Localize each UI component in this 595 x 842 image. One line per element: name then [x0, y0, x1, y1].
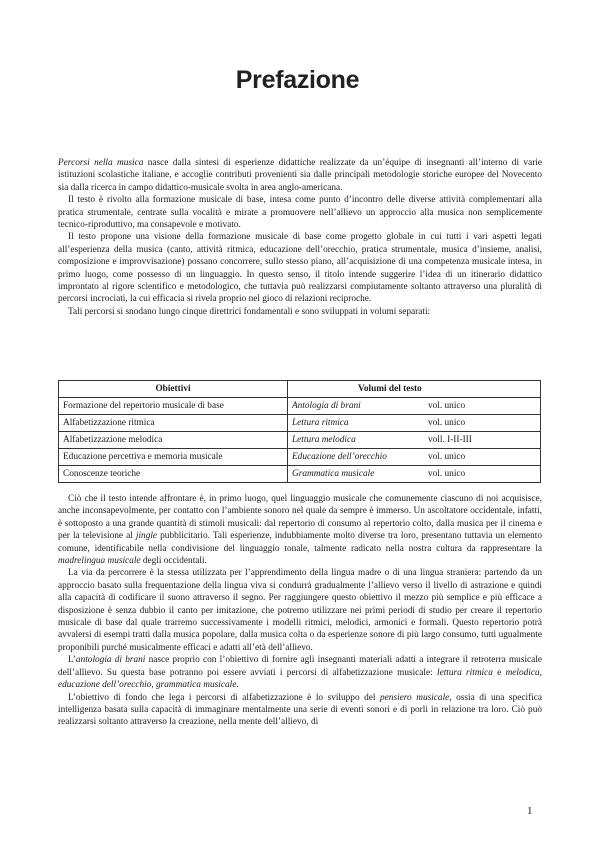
page-title: Prefazione: [235, 66, 360, 94]
volume-cell: Antologia di brani: [288, 398, 425, 415]
volume-note-cell: voll. I-II-III: [424, 432, 541, 449]
paragraph: [58, 157, 542, 194]
paragraph-text: nasce proprio con l’obiettivo di fornire agli insegnanti materiali adatti a integrare il retroterra musicale dell’allievo. Su questa base potranno poi essere avviati i percorsi di alfabetizzazione musicale:: [58, 655, 542, 678]
emphasis: madrelingua musicale: [58, 556, 141, 567]
paragraph: [58, 692, 542, 729]
table-row: [59, 466, 541, 483]
paragraph-text: , ossia di una specifica intelligenza basata sulla capacità di immaginare mentalmente una serie di eventi sonori e di porli in relazione tra loro. Ciò può realizzarsi soltanto attraverso la creazione, nella mente dell’allievo, di: [58, 692, 542, 728]
page-number: 1: [527, 805, 533, 817]
table-row: [59, 398, 541, 415]
table-row: [59, 432, 541, 449]
volume-cell: Educazione dell’orecchio: [288, 449, 425, 466]
table-header-row: [59, 381, 541, 398]
preface-body: [58, 493, 542, 729]
preface-intro: [58, 157, 542, 318]
objectives-table: [58, 380, 541, 483]
paragraph-text: .: [236, 680, 239, 691]
emphasis: melodica, educazione dell’orecchio, grammatica musicale: [58, 667, 542, 691]
emphasis: pensiero musicale: [380, 692, 450, 703]
table-row: [59, 449, 541, 466]
volume-note-cell: vol. unico: [424, 449, 541, 466]
objective-cell: Formazione del repertorio musicale di base: [59, 398, 288, 415]
paragraph: Tali percorsi si snodano lungo cinque direttrici fondamentali e sono sviluppati in volumi separati:: [68, 306, 431, 317]
paragraph-text: e: [492, 667, 506, 678]
paragraph: [58, 493, 542, 567]
paragraph-text: L’: [68, 655, 76, 666]
paragraph-text: pubblicitario. Tali esperienze, indubbiamente molto diverse tra loro, presentano tuttavia un elemento comune, identificabile nella condivisione del linguaggio tonale, talmente radicato nella nostra cultura da rappresentare la: [58, 531, 542, 554]
paragraph-text: Ciò che il testo intende affrontare è, in primo luogo, quel linguaggio musicale che comunemente ciascuno di noi acquisisce, anche inconsapevolmente, per contatto con l’ambiente sonoro nel quale da sempre è immerso. Un ascoltatore occidentale, infatti, è sottoposto a una grande quantità di stimoli musicali: dal repertorio di consumo al repertorio colto, dalla musica per il cinema e per la televisione al: [58, 494, 542, 542]
objective-cell: Conoscenze teoriche: [59, 466, 288, 483]
paragraph-text: degli occidentali.: [140, 556, 207, 567]
volume-cell: Lettura ritmica: [288, 415, 425, 432]
emphasis: lettura ritmica: [436, 667, 493, 678]
paragraph: Il testo propone una visione della formazione musicale di base come progetto globale in cui tutti i vari aspetti legati all’esperienza della musica (canto, attività ritmica, educazione dell’orecchio, pratica strumentale, musica d’insieme, analisi, composizione e improvvisazione) possano concorrere, sullo stesso piano, all’acquisizione di una competenza musicale intesa, in primo luogo, come possesso di un linguaggio. In questo senso, il titolo intende suggerire l’idea di un itinerario didattico improntato al rigore scientifico e metodologico, che tuttavia può realizzarsi compiutamente soltanto attraverso una pluralità di percorsi incrociati, la cui efficacia si rivela proprio nel gioco di relazioni reciproche.: [58, 232, 542, 305]
volume-cell: Grammatica musicale: [288, 466, 425, 483]
paragraph: La via da percorrere è la stessa utilizzata per l’apprendimento della lingua madre o di una lingua straniera: partendo da un approccio basato sulla frequentazione della lingua viva si condurrà gradualmente l’allievo verso il livello di astrazione e quindi alla capacità di codificare il suono attraverso il segno. Per raggiungere questo obiettivo il mezzo più semplice e più efficace a disposizione è senza dubbio il canto per imitazione, che potremo utilizzare nei primi periodi di studio per creare il repertorio musicale di base dal quale trarremo successivamente i modelli ritmici, melodici, armonici e formali. Questo repertorio potrà avvalersi di esempi tratti dalla musica popolare, dalla musica colta o da esperienze sonore di più largo consumo, tutti ugualmente proponibili purché musicalmente efficaci e adatti all’età dell’allievo.: [58, 568, 542, 653]
emphasis: jingle: [135, 531, 158, 542]
table-row: [59, 415, 541, 432]
paragraph: [58, 654, 542, 691]
book-title: Percorsi nella musica: [58, 158, 144, 168]
emphasis: antologia di brani: [75, 655, 146, 666]
volume-note-cell: vol. unico: [424, 415, 541, 432]
column-header-objectives: Obiettivi: [59, 381, 288, 398]
volume-cell: Lettura melodica: [288, 432, 425, 449]
column-header-volumes: Volumi del testo: [288, 381, 541, 398]
volume-note-cell: vol. unico: [424, 398, 541, 415]
paragraph-text: nasce dalla sintesi di esperienze didattiche realizzate da un’équipe di insegnanti all’interno di varie istituzioni scolastiche italiane, e accoglie contributi provenienti sia dalle principali metodologie storiche europee del Novecento sia dalla ricerca in campo didattico-musicale svolta in area anglo-americana.: [58, 158, 543, 193]
paragraph-text: L’obiettivo di fondo che lega i percorsi di alfabetizzazione è lo sviluppo del: [68, 692, 381, 703]
objective-cell: Alfabetizzazione melodica: [59, 432, 288, 449]
objective-cell: Educazione percettiva e memoria musicale: [59, 449, 288, 466]
paragraph: Il testo è rivolto alla formazione musicale di base, intesa come punto d’incontro delle diverse attività complementari alla pratica strumentale, centrate sulla vocalità e mirate a promuovere nell’allievo un approccio alla musica non semplicemente tecnico-riproduttivo, ma consapevole e motivato.: [58, 195, 542, 231]
volume-note-cell: vol. unico: [424, 466, 541, 483]
objective-cell: Alfabetizzazione ritmica: [59, 415, 288, 432]
